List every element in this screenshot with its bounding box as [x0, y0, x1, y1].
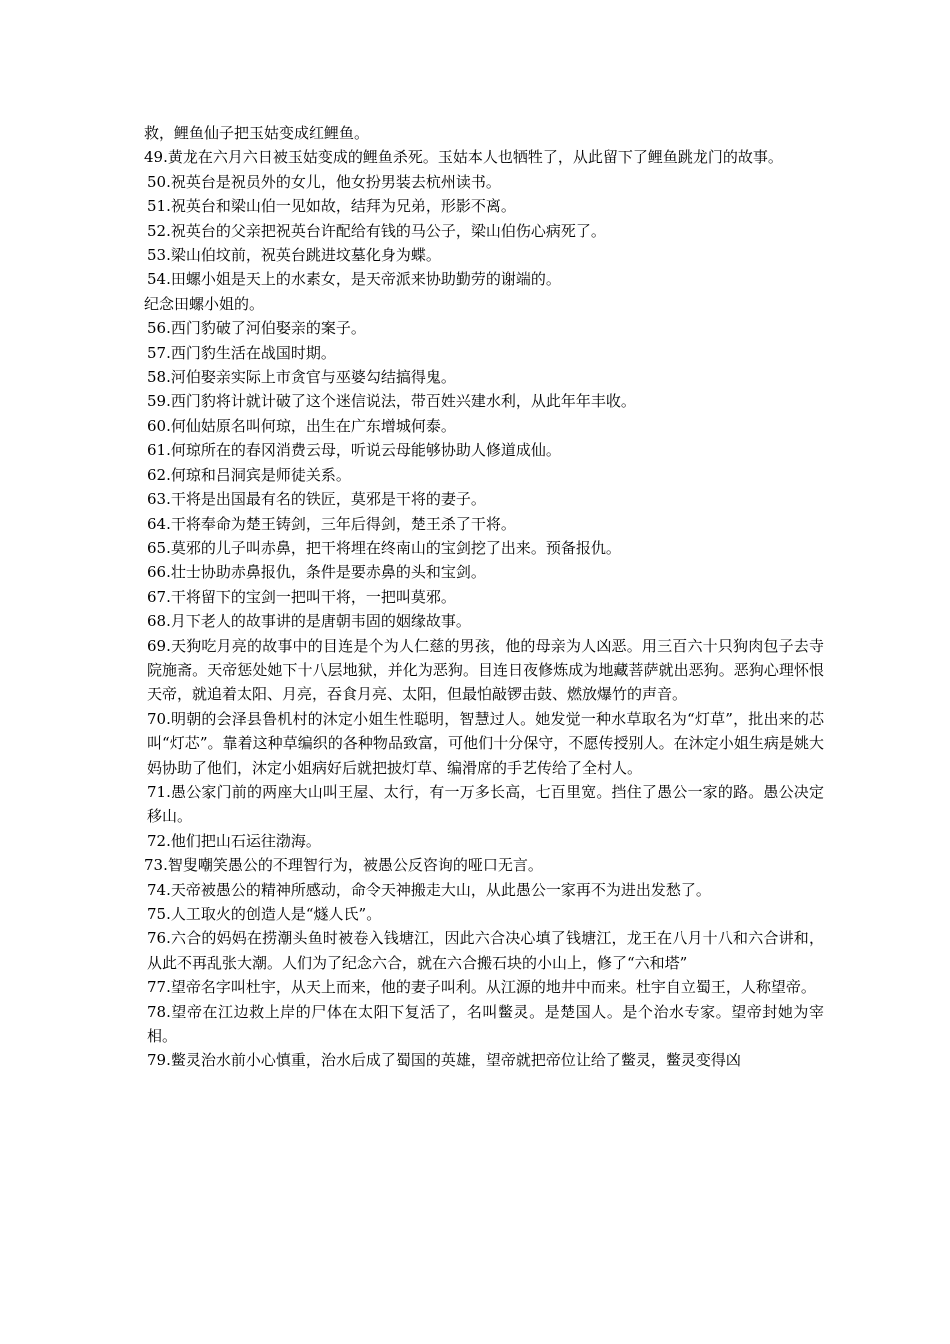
paragraph: 51.祝英台和梁山伯一见如故，结拜为兄弟，形影不离。: [147, 197, 516, 216]
paragraph: 72.他们把山石运往渤海。: [147, 831, 321, 850]
paragraph: 59.西门豹将计就计破了这个迷信说法，带百姓兴建水利，从此年年丰收。: [147, 392, 636, 411]
paragraph: 57.西门豹生活在战国时期。: [147, 343, 336, 362]
paragraph: 54.田螺小姐是天上的水素女，是天帝派来协助勤劳的谢端的。: [147, 270, 561, 289]
paragraph: 53.梁山伯坟前，祝英台跳进坟墓化身为蝶。: [147, 246, 441, 265]
paragraph: 52.祝英台的父亲把祝英台许配给有钱的马公子，梁山伯伤心病死了。: [147, 221, 606, 240]
paragraph: 75.人工取火的创造人是“燧人氏”。: [147, 905, 382, 923]
paragraph: 74.天帝被愚公的精神所感动，命令天神搬走大山，从此愚公一家再不为进出发愁了。: [147, 880, 711, 899]
paragraph: 65.莫邪的儿子叫赤鼻，把干将埋在终南山的宝剑挖了出来。预备报仇。: [147, 538, 621, 557]
paragraph: 56.西门豹破了河伯娶亲的案子。: [147, 319, 366, 338]
paragraph: 64.干将奉命为楚王铸剑，三年后得剑，楚王杀了干将。: [147, 514, 516, 533]
document-body: [144, 121, 824, 1073]
paragraph: 50.祝英台是祝员外的女儿，他女扮男装去杭州读书。: [147, 172, 501, 191]
paragraph: 救，鲤鱼仙子把玉姑变成红鲤鱼。: [144, 124, 370, 142]
paragraph: 77.望帝名字叫杜宇，从天上而来，他的妻子叫利。从江源的地井中而来。杜宇自立蜀王，人称望帝。: [147, 978, 816, 997]
paragraph: 78.望帝在江边救上岸的尸体在太阳下复活了，名叫鳖灵。是楚国人。是个治水专家。望帝封她为宰相。: [147, 1002, 824, 1046]
paragraph: 70.明朝的会泽县鲁机村的沐定小姐生性聪明，智慧过人。她发觉一种水草取名为“灯草”，批出来的芯叫“灯芯”。靠着这种草编织的各种物品致富，可他们十分保守，不愿传授别人。在沐定小姐生病是姚大妈协助了他们，沐定小姐病好后就把披灯草、编滑席的手艺传给了全村人。: [147, 709, 824, 777]
paragraph: 69.天狗吃月亮的故事中的目连是个为人仁慈的男孩，他的母亲为人凶恶。用三百六十只狗肉包子去寺院施斋。天帝惩处她下十八层地狱，并化为恶狗。目连日夜修炼成为地藏菩萨就出恶狗。恶狗心理怀恨天帝，就追着太阳、月亮，吞食月亮、太阳，但最怕敲锣击鼓、燃放爆竹的声音。: [147, 636, 824, 704]
paragraph: 49.黄龙在六月六日被玉姑变成的鲤鱼杀死。玉姑本人也牺牲了，从此留下了鲤鱼跳龙门的故事。: [144, 148, 783, 167]
paragraph: 66.壮士协助赤鼻报仇，条件是要赤鼻的头和宝剑。: [147, 563, 486, 582]
paragraph: 76.六合的妈妈在捞潮头鱼时被卷入钱塘江，因此六合决心填了钱塘江，龙王在八月十八和六合讲和，从此不再乱张大潮。人们为了纪念六合，就在六合搬石块的小山上，修了“六和塔”: [147, 929, 824, 972]
paragraph: 63.干将是出国最有名的铁匠，莫邪是干将的妻子。: [147, 490, 486, 509]
paragraph: 62.何琼和吕洞宾是师徒关系。: [147, 465, 351, 484]
paragraph: 60.何仙姑原名叫何琼，出生在广东增城何泰。: [147, 416, 456, 435]
paragraph: 67.干将留下的宝剑一把叫干将，一把叫莫邪。: [147, 587, 456, 606]
paragraph: 71.愚公家门前的两座大山叫王屋、太行，有一万多长高，七百里宽。挡住了愚公一家的路。愚公决定移山。: [147, 782, 824, 826]
paragraph: 61.何琼所在的春冈消费云母，听说云母能够协助人修道成仙。: [147, 441, 561, 460]
paragraph: 纪念田螺小姐的。: [144, 294, 265, 313]
paragraph: 68.月下老人的故事讲的是唐朝韦固的姻缘故事。: [147, 612, 471, 631]
paragraph: 79.鳖灵治水前小心慎重，治水后成了蜀国的英雄，望帝就把帝位让给了鳖灵，鳖灵变得凶: [147, 1051, 741, 1070]
paragraph: 73.智叟嘲笑愚公的不理智行为，被愚公反咨询的哑口无言。: [144, 856, 543, 875]
paragraph: 58.河伯娶亲实际上市贪官与巫婆勾结搞得鬼。: [147, 368, 456, 387]
